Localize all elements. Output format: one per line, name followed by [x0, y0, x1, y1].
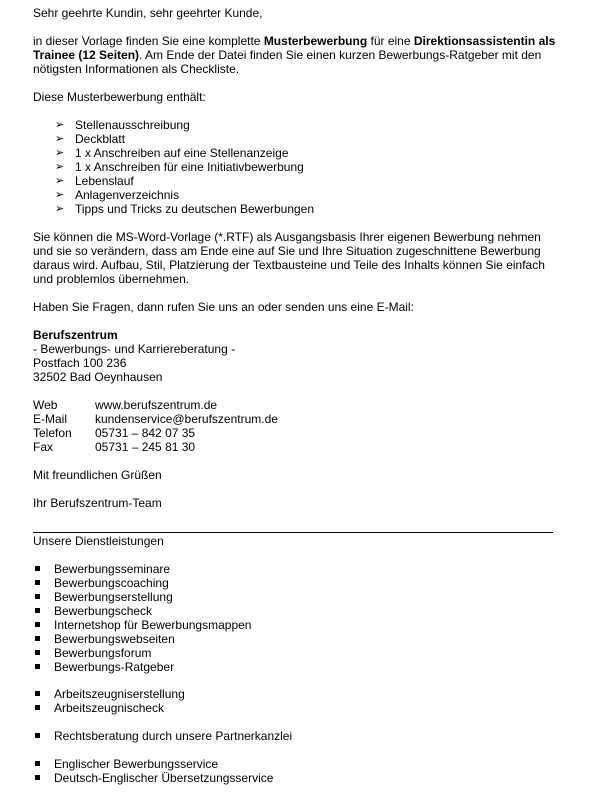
contact-key: Web: [33, 398, 58, 412]
services-heading: Unsere Dienstleistungen: [33, 534, 164, 548]
list-item: Englischer Bewerbungsservice: [33, 757, 563, 771]
square-bullet-icon: [35, 622, 40, 627]
square-bullet-icon: [35, 691, 40, 696]
questions-line: Haben Sie Fragen, dann rufen Sie uns an oder senden uns eine E-Mail:: [33, 300, 414, 314]
arrow-bullet-icon: ➢: [55, 161, 65, 173]
list-item: Deutsch-Englischer Übersetzungsservice: [33, 771, 563, 785]
contact-key: Fax: [33, 440, 54, 454]
square-bullet-icon: [35, 636, 40, 641]
list-item: ➢ Stellenausschreibung: [55, 118, 190, 132]
list-item: ➢ 1 x Anschreiben für eine Initiativbewerbung: [55, 160, 304, 174]
arrow-bullet-icon: ➢: [55, 133, 65, 145]
services-list-zeugnis: [33, 687, 563, 715]
list-item: ➢ Anlagenverzeichnis: [55, 188, 180, 202]
contact-row-fax: [33, 440, 278, 454]
list-item: ➢ Lebenslauf: [55, 174, 134, 188]
contact-table: [33, 398, 278, 454]
list-item: ➢ Deckblatt: [55, 132, 126, 146]
list-item: Bewerbungserstellung: [33, 590, 563, 604]
square-bullet-icon: [35, 566, 40, 571]
list-item: Bewerbungs-Ratgeber: [33, 660, 563, 674]
company-name: Berufszentrum: [33, 328, 118, 342]
divider-line: [33, 532, 553, 533]
arrow-bullet-icon: ➢: [55, 119, 65, 131]
company-subtitle: - Bewerbungs- und Karriereberatung -: [33, 342, 236, 356]
contents-list: [33, 118, 563, 216]
services-list-main: [33, 562, 563, 674]
square-bullet-icon: [35, 705, 40, 710]
address-block: [33, 328, 563, 384]
intro-text-3: . Am Ende der Datei finden Sie einen kurzen Bewerbungs-Ratgeber mit den nötigsten Informationen als Checkliste.: [33, 48, 542, 76]
address-postbox: Postfach 100 236: [33, 356, 127, 370]
list-item: Bewerbungsseminare: [33, 562, 563, 576]
usage-paragraph: Sie können die MS-Word-Vorlage (*.RTF) als Ausgangsbasis Ihrer eigenen Bewerbung nehmen und sie so verändern, dass am Ende eine auf Sie und Ihre Situation zugeschnittene Bewerbung daraus wird. Aufbau, Stil, Platzierung der Textbausteine und Teile des Inhalts können Sie einfach und problemlos übernehmen.: [33, 230, 545, 286]
document-page: [33, 6, 563, 785]
arrow-bullet-icon: ➢: [55, 189, 65, 201]
list-item: Arbeitszeugnischeck: [33, 701, 563, 715]
fax-value: 05731 – 245 81 30: [95, 440, 196, 454]
arrow-bullet-icon: ➢: [55, 147, 65, 159]
square-bullet-icon: [35, 608, 40, 613]
address-city: 32502 Bad Oeynhausen: [33, 370, 163, 384]
list-item: Internetshop für Bewerbungsmappen: [33, 618, 563, 632]
list-item: ➢ Tipps und Tricks zu deutschen Bewerbungen: [55, 202, 315, 216]
square-bullet-icon: [35, 580, 40, 585]
intro-text-2: für eine: [367, 34, 414, 48]
signature: Ihr Berufszentrum-Team: [33, 496, 162, 510]
contact-row-phone: [33, 426, 278, 440]
square-bullet-icon: [35, 664, 40, 669]
contact-key: E-Mail: [33, 412, 68, 426]
list-item: Bewerbungscoaching: [33, 576, 563, 590]
closing: Mit freundlichen Grüßen: [33, 468, 162, 482]
contact-key: Telefon: [33, 426, 72, 440]
email-link[interactable]: kundenservice@berufszentrum.de: [95, 412, 278, 426]
intro-bold-position: Direktionsassistentin als Trainee (12 Seiten): [33, 34, 556, 62]
square-bullet-icon: [35, 775, 40, 780]
phone-value: 05731 – 842 07 35: [95, 426, 196, 440]
square-bullet-icon: [35, 761, 40, 766]
contact-row-web: [33, 398, 278, 412]
list-item: Arbeitszeugniserstellung: [33, 687, 563, 701]
square-bullet-icon: [35, 733, 40, 738]
square-bullet-icon: [35, 594, 40, 599]
greeting: Sehr geehrte Kundin, sehr geehrter Kunde,: [33, 6, 263, 20]
arrow-bullet-icon: ➢: [55, 175, 65, 187]
services-list-legal: [33, 729, 563, 743]
arrow-bullet-icon: ➢: [55, 203, 65, 215]
web-link[interactable]: www.berufszentrum.de: [95, 398, 218, 412]
services-list-english: [33, 757, 563, 785]
list-item: Bewerbungswebseiten: [33, 632, 563, 646]
intro-text-1: in dieser Vorlage finden Sie eine komplette: [33, 34, 264, 48]
contents-heading: Diese Musterbewerbung enthält:: [33, 90, 206, 104]
list-item: ➢ 1 x Anschreiben auf eine Stellenanzeige: [55, 146, 289, 160]
intro-paragraph: [33, 34, 563, 76]
intro-bold-musterbewerbung: Musterbewerbung: [263, 34, 368, 48]
square-bullet-icon: [35, 650, 40, 655]
list-item: Rechtsberatung durch unsere Partnerkanzlei: [33, 729, 563, 743]
list-item: Bewerbungsforum: [33, 646, 563, 660]
list-item: Bewerbungscheck: [33, 604, 563, 618]
contact-row-email: [33, 412, 278, 426]
